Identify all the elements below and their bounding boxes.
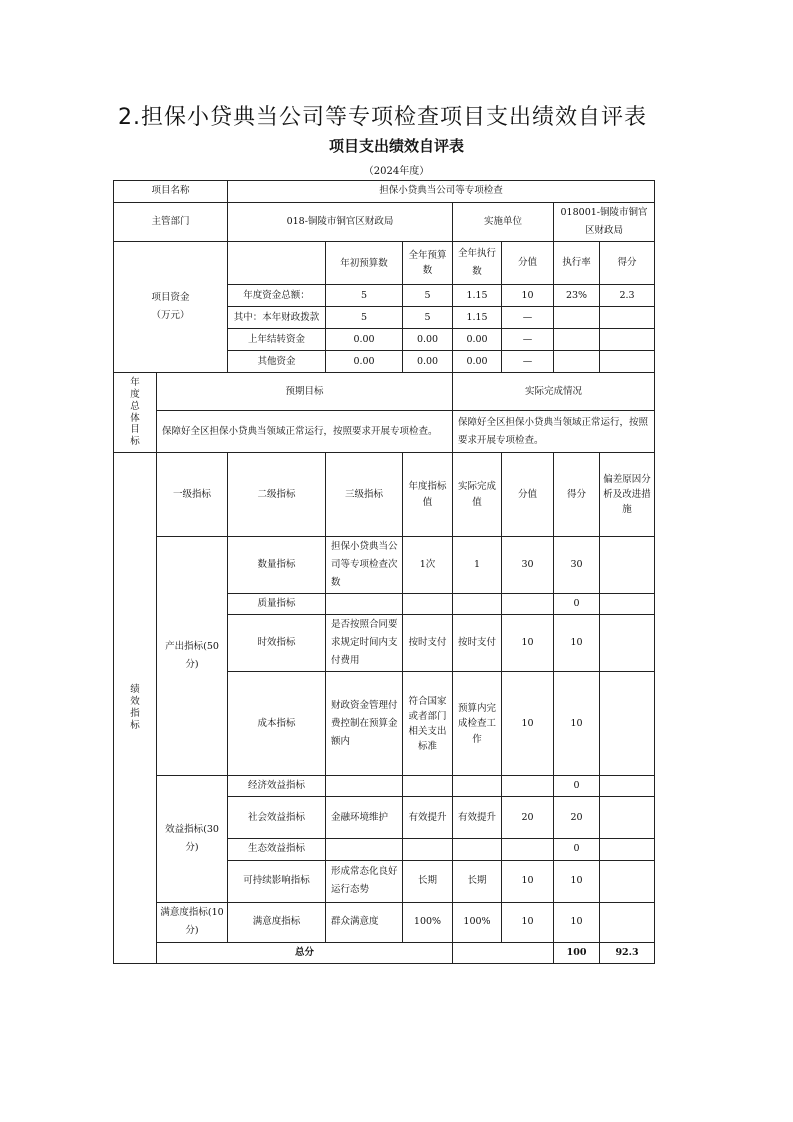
goals-expected-label: 预期目标	[157, 373, 453, 411]
satisfaction-label: 满意度指标(10分)	[157, 902, 228, 942]
funds-row-got	[600, 307, 655, 329]
funds-row-rate: 23%	[554, 285, 600, 307]
indicator-target	[403, 594, 453, 615]
indicator-level2: 经济效益指标	[228, 776, 326, 797]
funds-label-line1: 项目资金	[151, 292, 190, 304]
funds-row-name: 其他资金	[228, 351, 326, 373]
indicator-target: 按时支付	[403, 615, 453, 672]
indicator-score: 10	[502, 615, 554, 672]
funds-row-exec: 0.00	[453, 329, 502, 351]
goals-actual-text: 保障好全区担保小贷典当领域正常运行，按照要求开展专项检查。	[453, 411, 655, 453]
indicator-level3: 是否按照合同要求规定时间内支付费用	[326, 615, 403, 672]
indicator-row	[114, 537, 655, 594]
funds-row-exec: 1.15	[453, 307, 502, 329]
funds-row-got	[600, 329, 655, 351]
indicator-actual: 100%	[453, 902, 502, 942]
funds-header-score: 分值	[502, 242, 554, 285]
indicator-score	[502, 776, 554, 797]
indicators-section-text: 绩效指标	[130, 684, 140, 731]
indicator-level2: 时效指标	[228, 615, 326, 672]
goals-actual-label: 实际完成情况	[453, 373, 655, 411]
total-score: 100	[554, 942, 600, 963]
indicator-level2: 成本指标	[228, 672, 326, 776]
indicator-score: 10	[502, 902, 554, 942]
indicator-got: 10	[554, 902, 600, 942]
indicator-deviation	[600, 860, 655, 902]
funds-row-score: —	[502, 351, 554, 373]
indicator-score: 20	[502, 797, 554, 839]
indicator-level2: 社会效益指标	[228, 797, 326, 839]
indicator-got: 30	[554, 537, 600, 594]
header-level2: 二级指标	[228, 453, 326, 537]
project-name-value: 担保小贷典当公司等专项检查	[228, 181, 655, 203]
funds-row-full: 0.00	[403, 351, 453, 373]
funds-row-rate	[554, 307, 600, 329]
indicator-actual: 有效提升	[453, 797, 502, 839]
indicator-level3: 群众满意度	[326, 902, 403, 942]
project-name-row	[114, 181, 655, 203]
funds-row-exec: 0.00	[453, 351, 502, 373]
indicator-actual: 预算内完成检查工作	[453, 672, 502, 776]
funds-row-rate	[554, 351, 600, 373]
indicator-target	[403, 839, 453, 860]
indicator-actual: 按时支付	[453, 615, 502, 672]
output-label: 产出指标(50分)	[157, 537, 228, 776]
funds-row-name: 年度资金总额：	[228, 285, 326, 307]
indicator-score	[502, 594, 554, 615]
header-level1: 一级指标	[157, 453, 228, 537]
funds-row-score: 10	[502, 285, 554, 307]
indicator-got: 10	[554, 615, 600, 672]
indicator-got: 10	[554, 672, 600, 776]
indicator-target	[403, 776, 453, 797]
indicator-got: 0	[554, 594, 600, 615]
indicator-target: 有效提升	[403, 797, 453, 839]
indicator-level3: 形成常态化良好运行态势	[326, 860, 403, 902]
funds-row-name: 其中：本年财政拨款	[228, 307, 326, 329]
indicator-level2: 质量指标	[228, 594, 326, 615]
indicator-level2: 满意度指标	[228, 902, 326, 942]
goals-header-row	[114, 373, 655, 411]
funds-header-full: 全年预算数	[403, 242, 453, 285]
total-row	[114, 942, 655, 963]
indicator-deviation	[600, 594, 655, 615]
funds-row-full: 0.00	[403, 329, 453, 351]
indicator-deviation	[600, 537, 655, 594]
funds-row-score: —	[502, 307, 554, 329]
header-got: 得分	[554, 453, 600, 537]
indicator-got: 10	[554, 860, 600, 902]
funds-label	[114, 242, 228, 373]
indicator-score: 30	[502, 537, 554, 594]
indicator-score: 10	[502, 672, 554, 776]
indicators-header-row	[114, 453, 655, 537]
header-score: 分值	[502, 453, 554, 537]
indicator-deviation	[600, 615, 655, 672]
indicator-deviation	[600, 776, 655, 797]
indicator-level2: 数量指标	[228, 537, 326, 594]
indicator-actual	[453, 839, 502, 860]
indicator-actual	[453, 594, 502, 615]
indicator-level3	[326, 776, 403, 797]
funds-row-rate	[554, 329, 600, 351]
indicator-level2: 生态效益指标	[228, 839, 326, 860]
goals-expected-text: 保障好全区担保小贷典当领域正常运行，按照要求开展专项检查。	[157, 411, 453, 453]
dept-value: 018-铜陵市铜官区财政局	[228, 203, 453, 242]
indicator-level3	[326, 594, 403, 615]
goals-content-row	[114, 411, 655, 453]
indicator-row	[114, 776, 655, 797]
funds-row-got: 2.3	[600, 285, 655, 307]
funds-header-initial: 年初预算数	[326, 242, 403, 285]
indicator-level2: 可持续影响指标	[228, 860, 326, 902]
indicator-got: 0	[554, 839, 600, 860]
goals-section-text: 年度总体目标	[130, 376, 140, 448]
header-target: 年度指标值	[403, 453, 453, 537]
total-label: 总分	[157, 942, 453, 963]
funds-row-initial: 0.00	[326, 329, 403, 351]
funds-row-exec: 1.15	[453, 285, 502, 307]
total-blank	[453, 942, 554, 963]
indicator-target: 1次	[403, 537, 453, 594]
header-level3: 三级指标	[326, 453, 403, 537]
indicator-level3	[326, 839, 403, 860]
page-heading: 2.担保小贷典当公司等专项检查项目支出绩效自评表	[118, 105, 647, 130]
indicator-score	[502, 839, 554, 860]
funds-row-initial: 5	[326, 307, 403, 329]
unit-value: 018001-铜陵市铜官区财政局	[554, 203, 655, 242]
funds-row-name: 上年结转资金	[228, 329, 326, 351]
funds-label-line2: （万元）	[151, 310, 190, 322]
header-actual: 实际完成值	[453, 453, 502, 537]
indicator-deviation	[600, 672, 655, 776]
funds-header-rate: 执行率	[554, 242, 600, 285]
indicator-deviation	[600, 839, 655, 860]
funds-header-exec: 全年执行数	[453, 242, 502, 285]
indicator-level3: 担保小贷典当公司等专项检查次数	[326, 537, 403, 594]
dept-row	[114, 203, 655, 242]
funds-header-blank	[228, 242, 326, 285]
benefit-label: 效益指标(30分)	[157, 776, 228, 902]
indicator-actual: 1	[453, 537, 502, 594]
indicator-target: 符合国家或者部门相关支出标准	[403, 672, 453, 776]
table-year: （2024年度）	[363, 166, 430, 177]
funds-row-initial: 5	[326, 285, 403, 307]
indicator-level3: 金融环境维护	[326, 797, 403, 839]
indicator-deviation	[600, 902, 655, 942]
header-deviation: 偏差原因分析及改进措施	[600, 453, 655, 537]
indicator-got: 20	[554, 797, 600, 839]
indicator-deviation	[600, 797, 655, 839]
funds-row-got	[600, 351, 655, 373]
funds-row-initial: 0.00	[326, 351, 403, 373]
project-name-label: 项目名称	[114, 181, 228, 203]
indicators-section-label	[114, 453, 157, 963]
funds-header-got: 得分	[600, 242, 655, 285]
funds-row-score: —	[502, 329, 554, 351]
indicator-actual	[453, 776, 502, 797]
indicator-row	[114, 902, 655, 942]
self-evaluation-table	[113, 180, 655, 964]
goals-section-label	[114, 373, 157, 453]
table-title: 项目支出绩效自评表	[328, 137, 464, 155]
funds-row-full: 5	[403, 307, 453, 329]
indicator-score: 10	[502, 860, 554, 902]
funds-row-full: 5	[403, 285, 453, 307]
funds-header-row	[114, 242, 655, 285]
indicator-target: 长期	[403, 860, 453, 902]
indicator-target: 100%	[403, 902, 453, 942]
indicator-actual: 长期	[453, 860, 502, 902]
indicator-got: 0	[554, 776, 600, 797]
unit-label: 实施单位	[453, 203, 554, 242]
total-got: 92.3	[600, 942, 655, 963]
indicator-level3: 财政资金管理付费控制在预算金额内	[326, 672, 403, 776]
dept-label: 主管部门	[114, 203, 228, 242]
